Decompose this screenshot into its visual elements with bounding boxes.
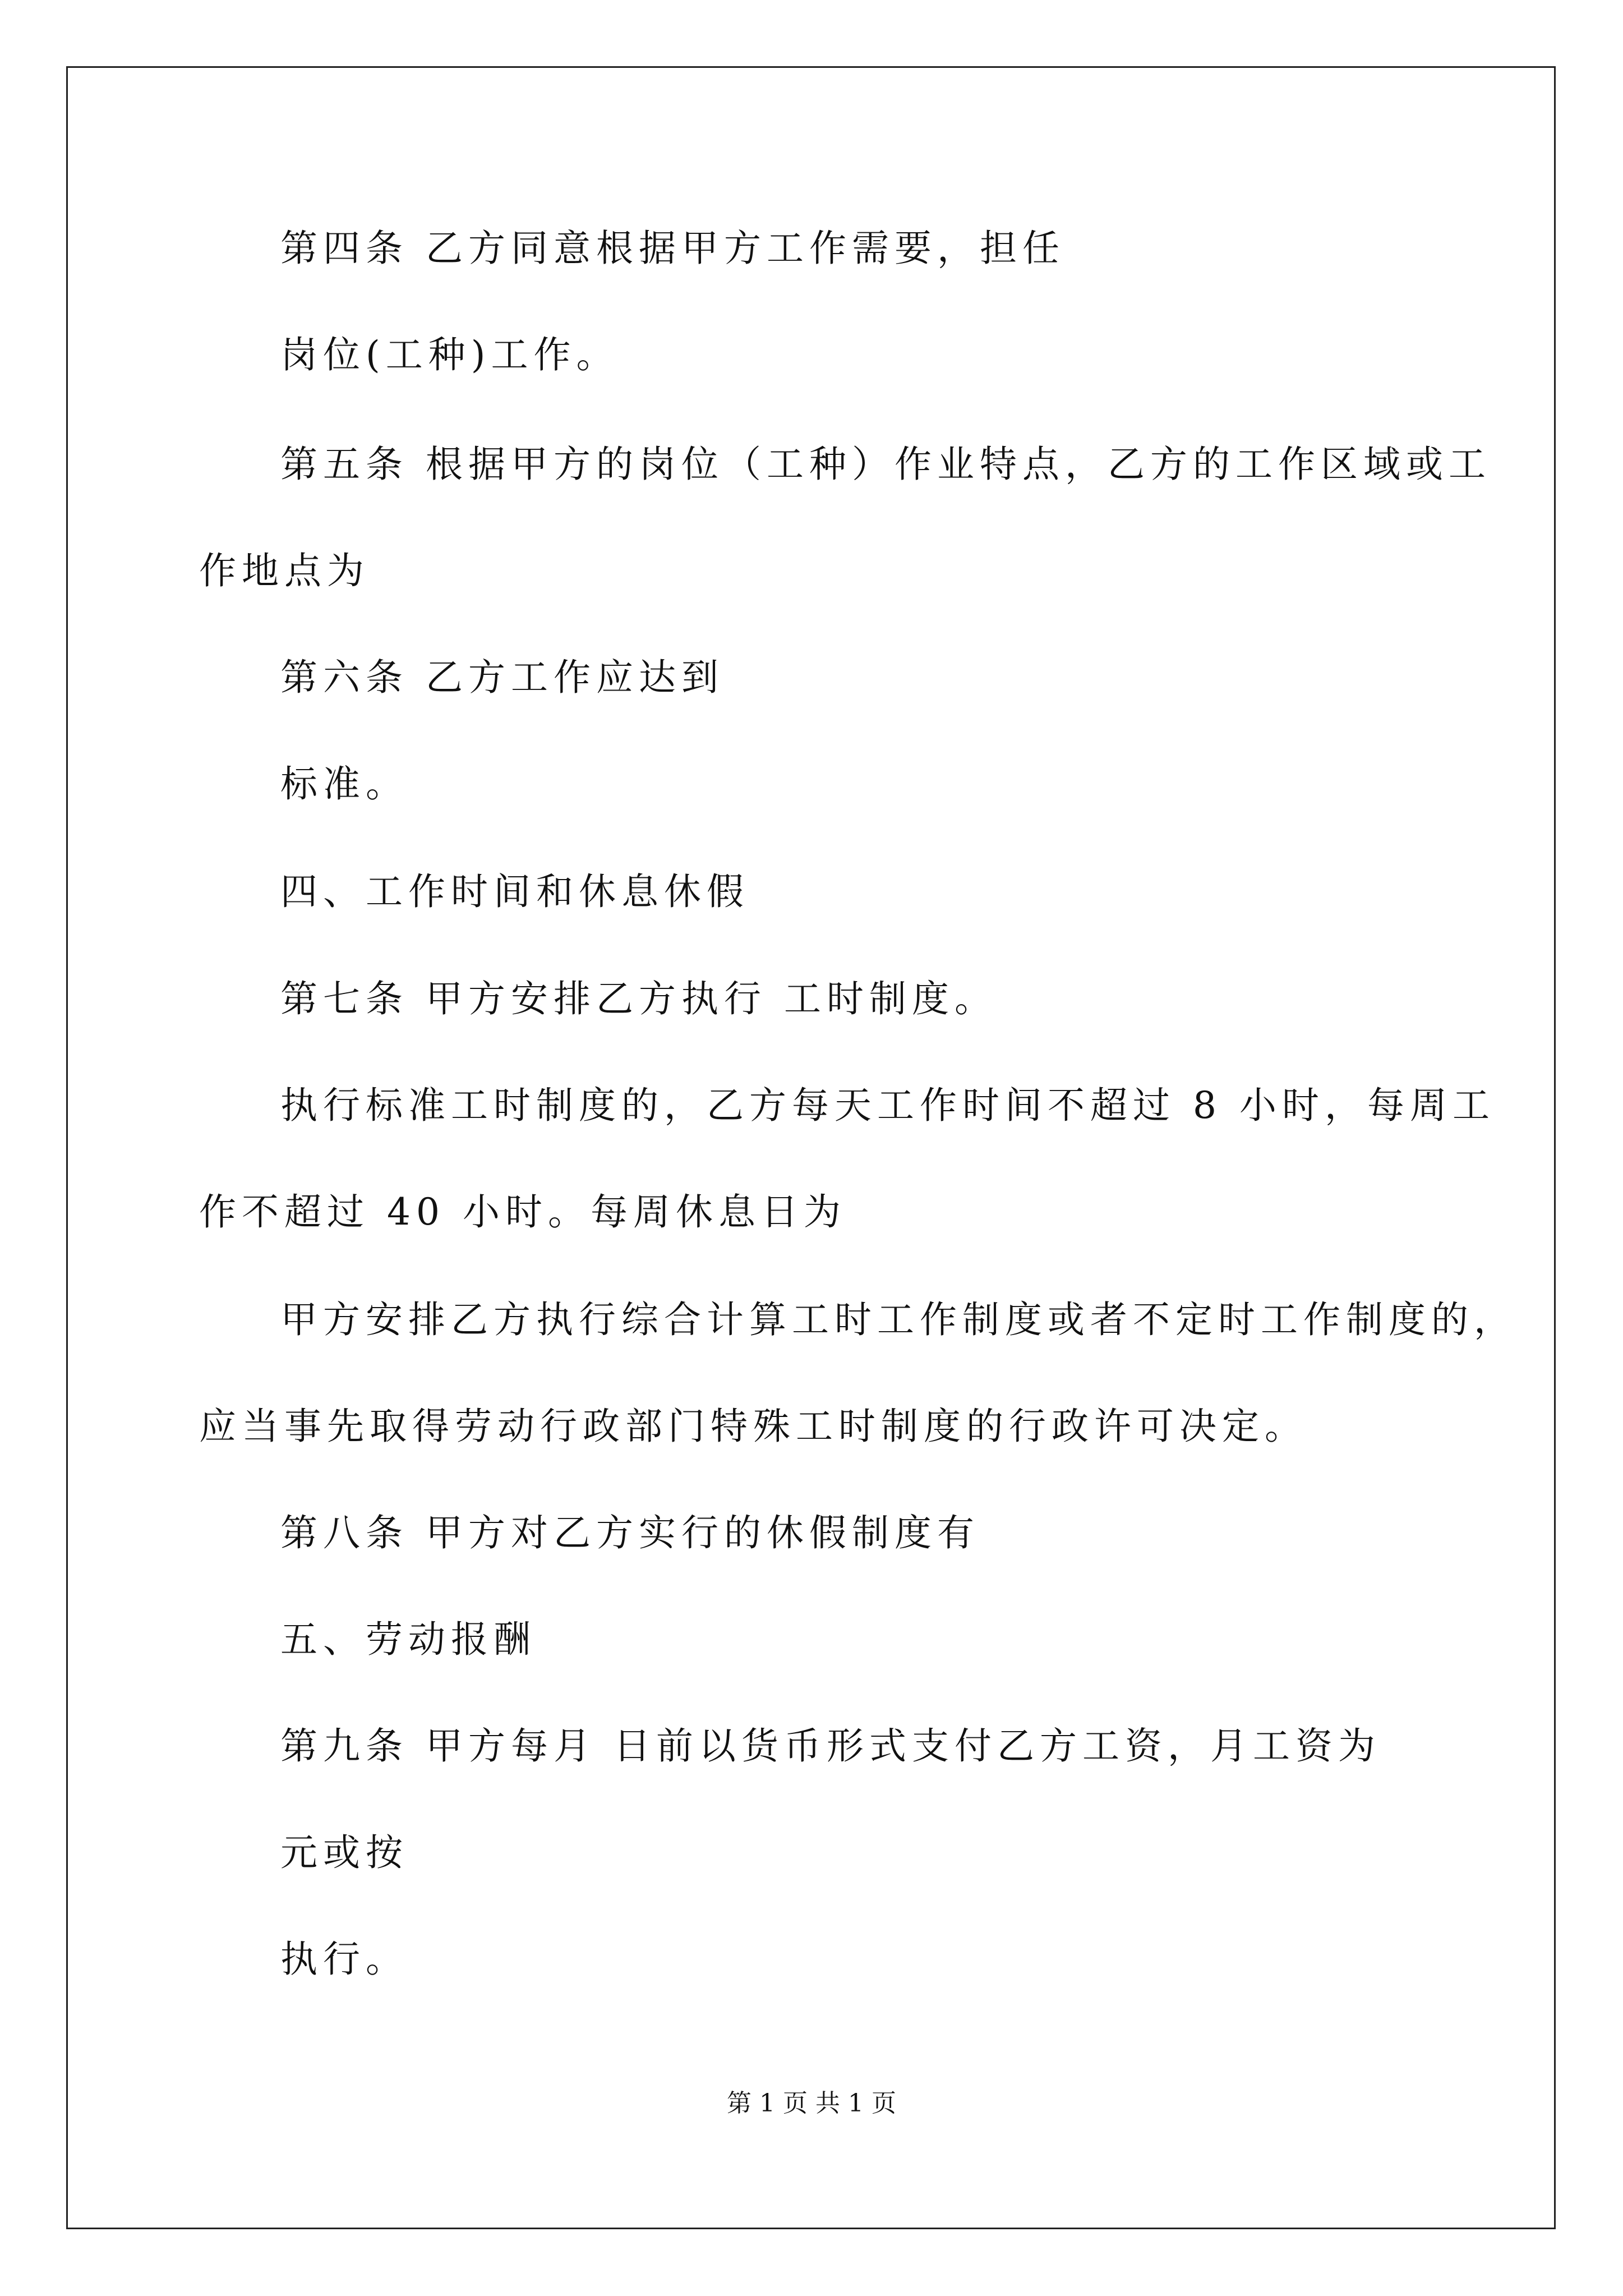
- clause-9-line-3: 执行。: [280, 1938, 408, 1981]
- page-number-footer: 第 1 页 共 1 页: [727, 2089, 896, 2118]
- section-5-heading: 五、劳动报酬: [280, 1618, 536, 1661]
- clause-7-line-3: 作不超过 40 小时。每周休息日为: [199, 1190, 846, 1234]
- clause-4-line-2: 岗位(工种)工作。: [280, 333, 619, 376]
- clause-9-line-2: 元或按: [280, 1831, 408, 1874]
- clause-8-line-1: 第八条 甲方对乙方实行的休假制度有: [280, 1511, 980, 1554]
- clause-6-line-1: 第六条 乙方工作应达到: [280, 656, 724, 699]
- clause-7-line-5: 应当事先取得劳动行政部门特殊工时制度的行政许可决定。: [199, 1405, 1307, 1448]
- page-border: [66, 66, 1556, 2229]
- clause-7-line-4: 甲方安排乙方执行综合计算工时工作制度或者不定时工作制度的，: [280, 1298, 1516, 1341]
- clause-6-line-2: 标准。: [280, 762, 408, 806]
- clause-5-line-1: 第五条 根据甲方的岗位（工种）作业特点，乙方的工作区域或工: [280, 443, 1491, 486]
- clause-7-line-2: 执行标准工时制度的，乙方每天工作时间不超过 8 小时，每周工: [280, 1084, 1495, 1127]
- clause-9-line-1: 第九条 甲方每月 日前以货币形式支付乙方工资，月工资为: [280, 1724, 1381, 1768]
- clause-7-line-1: 第七条 甲方安排乙方执行 工时制度。: [280, 977, 997, 1020]
- clause-5-line-2: 作地点为: [199, 549, 370, 592]
- clause-4-line-1: 第四条 乙方同意根据甲方工作需要，担任: [280, 227, 1065, 270]
- section-4-heading: 四、工作时间和休息休假: [280, 870, 749, 913]
